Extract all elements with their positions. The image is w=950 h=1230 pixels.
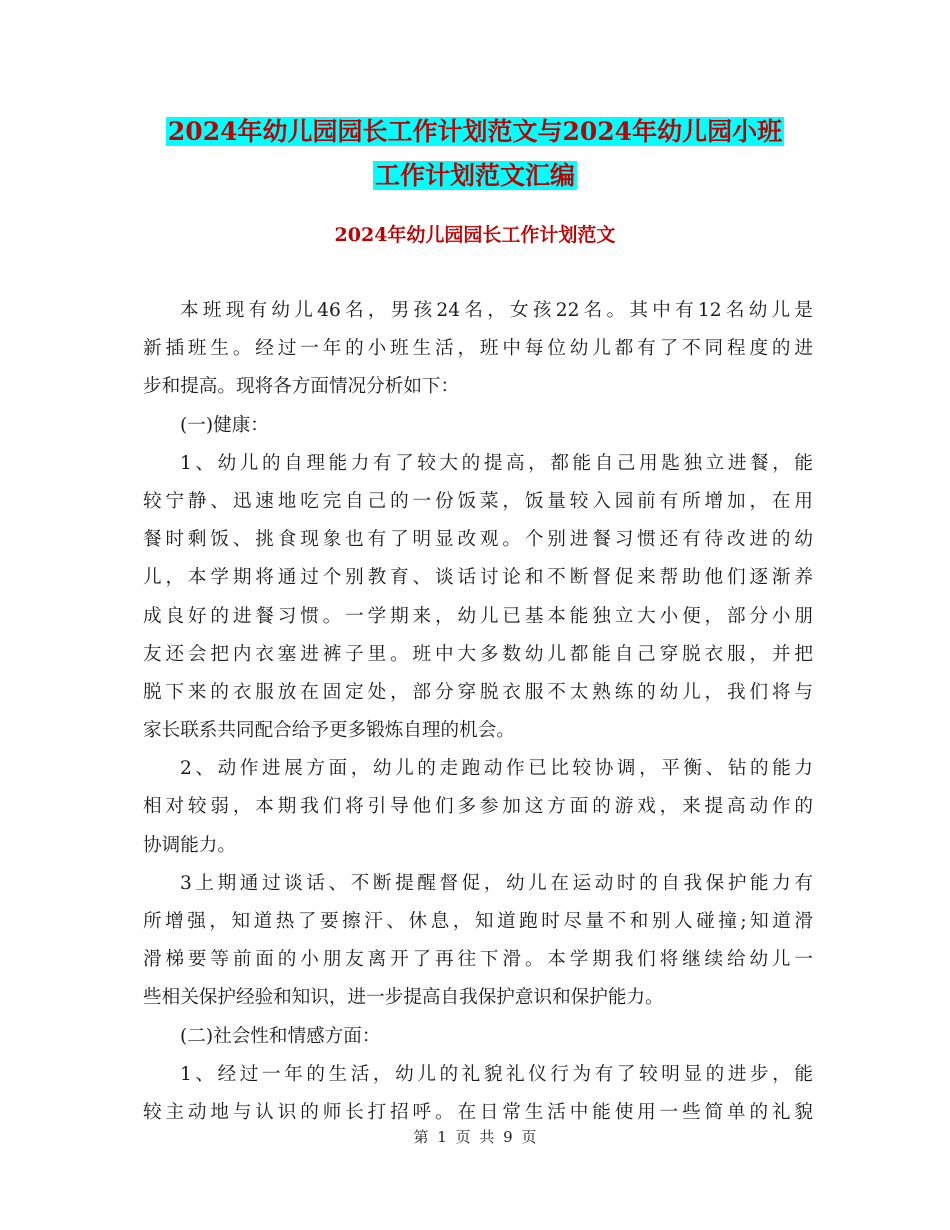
paragraph-line: 协调能力。 (143, 834, 236, 856)
paragraph-line: 1、幼儿的自理能力有了较大的提高，都能自己用匙独立进餐，能 (180, 452, 813, 474)
document-title-line-2: 工作计划范文汇编 (374, 161, 575, 190)
paragraph-line: 步和提高。现将各方面情况分析如下： (143, 376, 460, 398)
paragraph-line: 3上期通过谈话、不断提醒督促，幼儿在运动时的自我保护能力有 (180, 872, 813, 894)
page-footer: 第 1 页 共 9 页 (413, 1128, 537, 1146)
paragraph-line: 本班现有幼儿46名，男孩24名，女孩22名。其中有12名幼儿是 (180, 300, 813, 321)
paragraph-line: 儿，本学期将通过个别教育、谈话讨论和不断督促来帮助他们逐渐养 (143, 567, 813, 589)
section-title: 2024年幼儿园园长工作计划范文 (334, 224, 616, 246)
paragraph-line: (二)社会性和情感方面： (180, 1025, 381, 1047)
paragraph-line: 些相关保护经验和知识，进一步提高自我保护意识和保护能力。 (143, 987, 664, 1009)
paragraph-line: 所增强，知道热了要擦汗、休息，知道跑时尽量不和别人碰撞;知道滑 (143, 911, 813, 932)
paragraph-line: 成良好的进餐习惯。一学期来，幼儿已基本能独立大小便，部分小朋 (143, 605, 813, 627)
paragraph-line: 滑梯要等前面的小朋友离开了再往下滑。本学期我们将继续给幼儿一 (143, 949, 813, 971)
document-body (143, 292, 813, 1132)
paragraph-line: 新插班生。经过一年的小班生活，班中每位幼儿都有了不同程度的进 (143, 338, 813, 360)
paragraph-line: 1、经过一年的生活，幼儿的礼貌礼仪行为有了较明显的进步，能 (180, 1063, 813, 1085)
paragraph-line: (一)健康： (180, 414, 269, 436)
paragraph-line: 家长联系共同配合给予更多锻炼自理的机会。 (143, 720, 515, 742)
paragraph-line: 脱下来的衣服放在固定处，部分穿脱衣服不太熟练的幼儿，我们将与 (143, 681, 813, 703)
paragraph-line: 2、动作进展方面，幼儿的走跑动作已比较协调，平衡、钻的能力 (180, 758, 813, 780)
paragraph-line: 较主动地与认识的师长打招呼。在日常生活中能使用一些简单的礼貌 (143, 1101, 813, 1123)
paragraph-line: 较宁静、迅速地吃完自己的一份饭菜，饭量较入园前有所增加，在用 (143, 490, 813, 512)
paragraph-line: 相对较弱，本期我们将引导他们多参加这方面的游戏，来提高动作的 (143, 796, 813, 818)
document-title-line-1: 2024年幼儿园园长工作计划范文与2024年幼儿园小班 (167, 117, 783, 146)
paragraph-line: 友还会把内衣塞进裤子里。班中大多数幼儿都能自己穿脱衣服，并把 (143, 643, 813, 665)
paragraph-line: 餐时剩饭、挑食现象也有了明显改观。个别进餐习惯还有待改进的幼 (143, 529, 813, 551)
